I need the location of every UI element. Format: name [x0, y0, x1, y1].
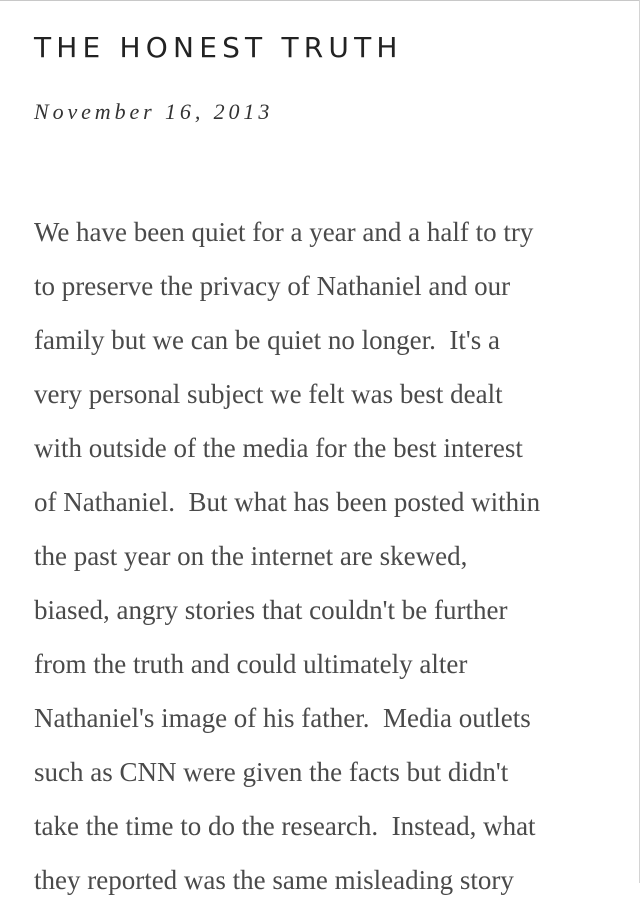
body-line: of Nathaniel. But what has been posted within	[34, 487, 541, 517]
post-body	[34, 205, 630, 907]
body-line: Nathaniel's image of his father. Media outlets	[34, 703, 531, 733]
body-line: biased, angry stories that couldn't be further	[34, 595, 508, 625]
body-line: We have been quiet for a year and a half to try	[34, 217, 534, 247]
body-line: with outside of the media for the best interest	[34, 433, 523, 463]
blog-title[interactable]: THE HONEST TRUTH	[34, 31, 403, 64]
body-line: take the time to do the research. Instead, what	[34, 811, 536, 841]
top-border	[0, 0, 640, 1]
body-line: such as CNN were given the facts but didn't	[34, 757, 509, 787]
post-date: November 16, 2013	[34, 99, 274, 124]
body-line: very personal subject we felt was best dealt	[34, 379, 503, 409]
body-line: to preserve the privacy of Nathaniel and our	[34, 271, 511, 301]
body-line: family but we can be quiet no longer. It's a	[34, 325, 500, 355]
body-line: the past year on the internet are skewed,	[34, 541, 468, 571]
body-line: they reported was the same misleading story	[34, 865, 514, 895]
body-line: from the truth and could ultimately alter	[34, 649, 468, 679]
